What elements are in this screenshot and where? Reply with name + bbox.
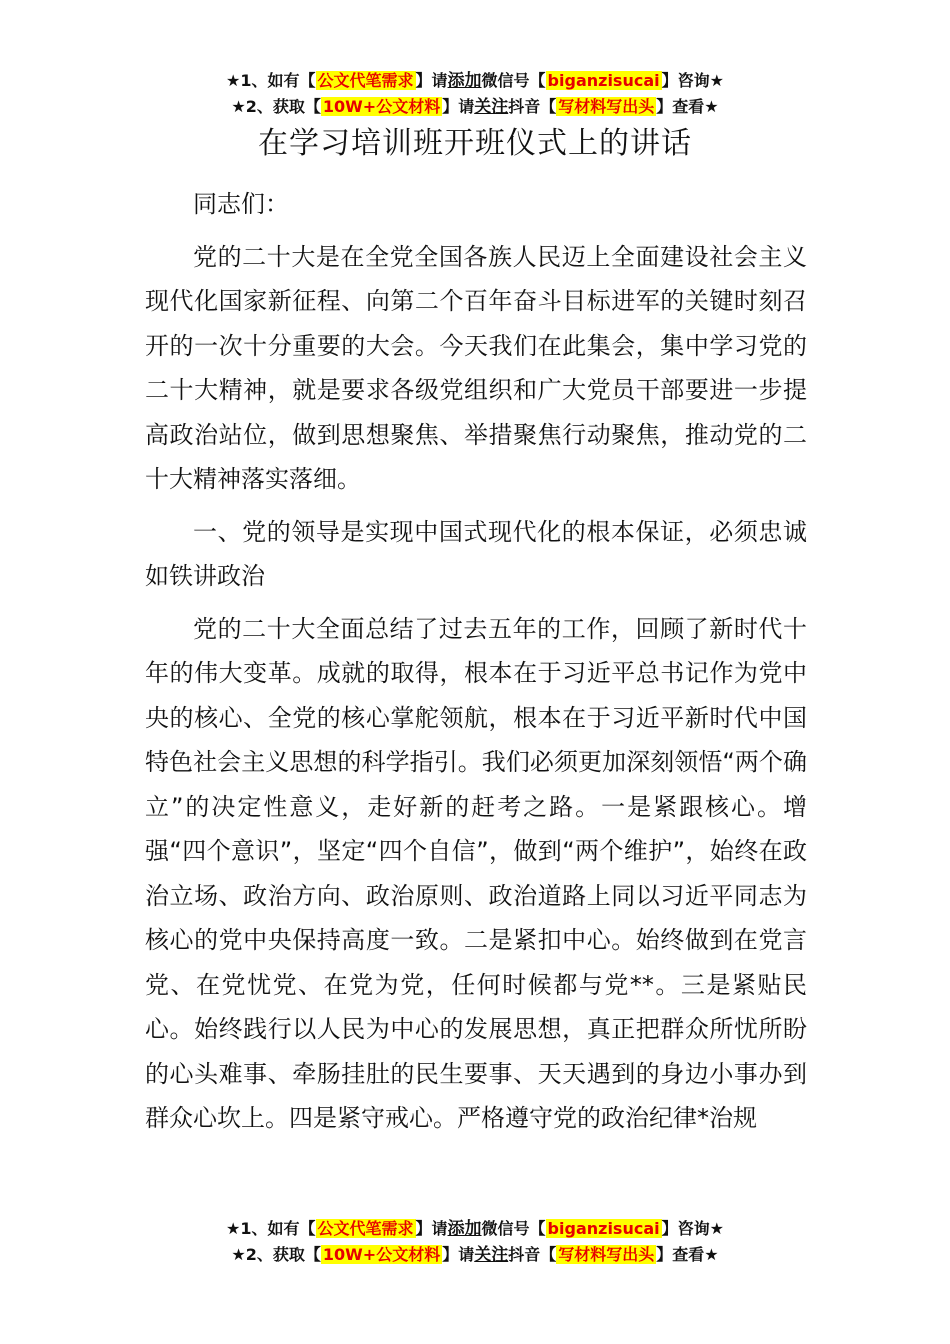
document-title: 在学习培训班开班仪式上的讲话 — [258, 126, 692, 161]
salutation: 同志们： — [193, 190, 289, 218]
banner-line-1: ★1、如有【 公文代笔需求 】请添加微信号【 biganzisucai 】咨询★ — [226, 71, 724, 91]
banner-line-2: ★2、获取【 10W+公文材料 】请关注抖音【 写材料写出头 】查看★ — [231, 97, 719, 117]
section-heading-1: 一、党的领导是实现中国式现代化的根本保证，必须忠诚如铁讲政治 — [145, 517, 807, 590]
document-body — [145, 182, 807, 1141]
footer-banner — [0, 1216, 950, 1268]
highlight-service: 公文代笔需求 — [317, 1219, 414, 1238]
paragraph-section-1: 党的二十大全面总结了过去五年的工作，回顾了新时代十年的伟大变革。成就的取得，根本在于习近平总书记作为党中央的核心、全党的核心掌舵领航，根本在于习近平新时代中国特色社会主义思想的科学指引。我们必须更加深刻领悟“两个确立”的决定性意义，走好新的赶考之路。一是紧跟核心。增强“四个意识”，坚定“四个自信”，做到“两个维护”，始终在政治立场、政治方向、政治原则、政治道路上同以习近平同志为核心的党中央保持高度一致。二是紧扣中心。始终做到在党言党、在党忧党、在党为党，任何时候都与党**。三是紧贴民心。始终践行以人民为中心的发展思想，真正把群众所忧所盼的心头难事、牵肠挂肚的民生要事、天天遇到的身边小事办到群众心坎上。四是紧守戒心。严格遵守党的政治纪律*治规 — [145, 614, 807, 1132]
highlight-materials: 10W+公文材料 — [322, 97, 441, 116]
banner-line-2: ★2、获取【 10W+公文材料 】请关注抖音【 写材料写出头 】查看★ — [231, 1245, 719, 1265]
highlight-service: 公文代笔需求 — [317, 71, 414, 90]
highlight-douyin: 写材料写出头 — [558, 1245, 655, 1264]
highlight-materials: 10W+公文材料 — [322, 1245, 441, 1264]
paragraph-intro: 党的二十大是在全党全国各族人民迈上全面建设社会主义现代化国家新征程、向第二个百年奋斗目标进军的关键时刻召开的一次十分重要的大会。今天我们在此集会，集中学习党的二十大精神，就是要求各级党组织和广大党员干部要进一步提高政治站位，做到思想聚焦、举措聚焦行动聚焦，推动党的二十大精神落实落细。 — [145, 242, 807, 493]
highlight-douyin: 写材料写出头 — [558, 97, 655, 116]
highlight-wechat-id: biganzisucai — [547, 71, 660, 90]
banner-line-1: ★1、如有【 公文代笔需求 】请添加微信号【 biganzisucai 】咨询★ — [226, 1219, 724, 1239]
highlight-wechat-id: biganzisucai — [547, 1219, 660, 1238]
header-banner — [0, 68, 950, 120]
